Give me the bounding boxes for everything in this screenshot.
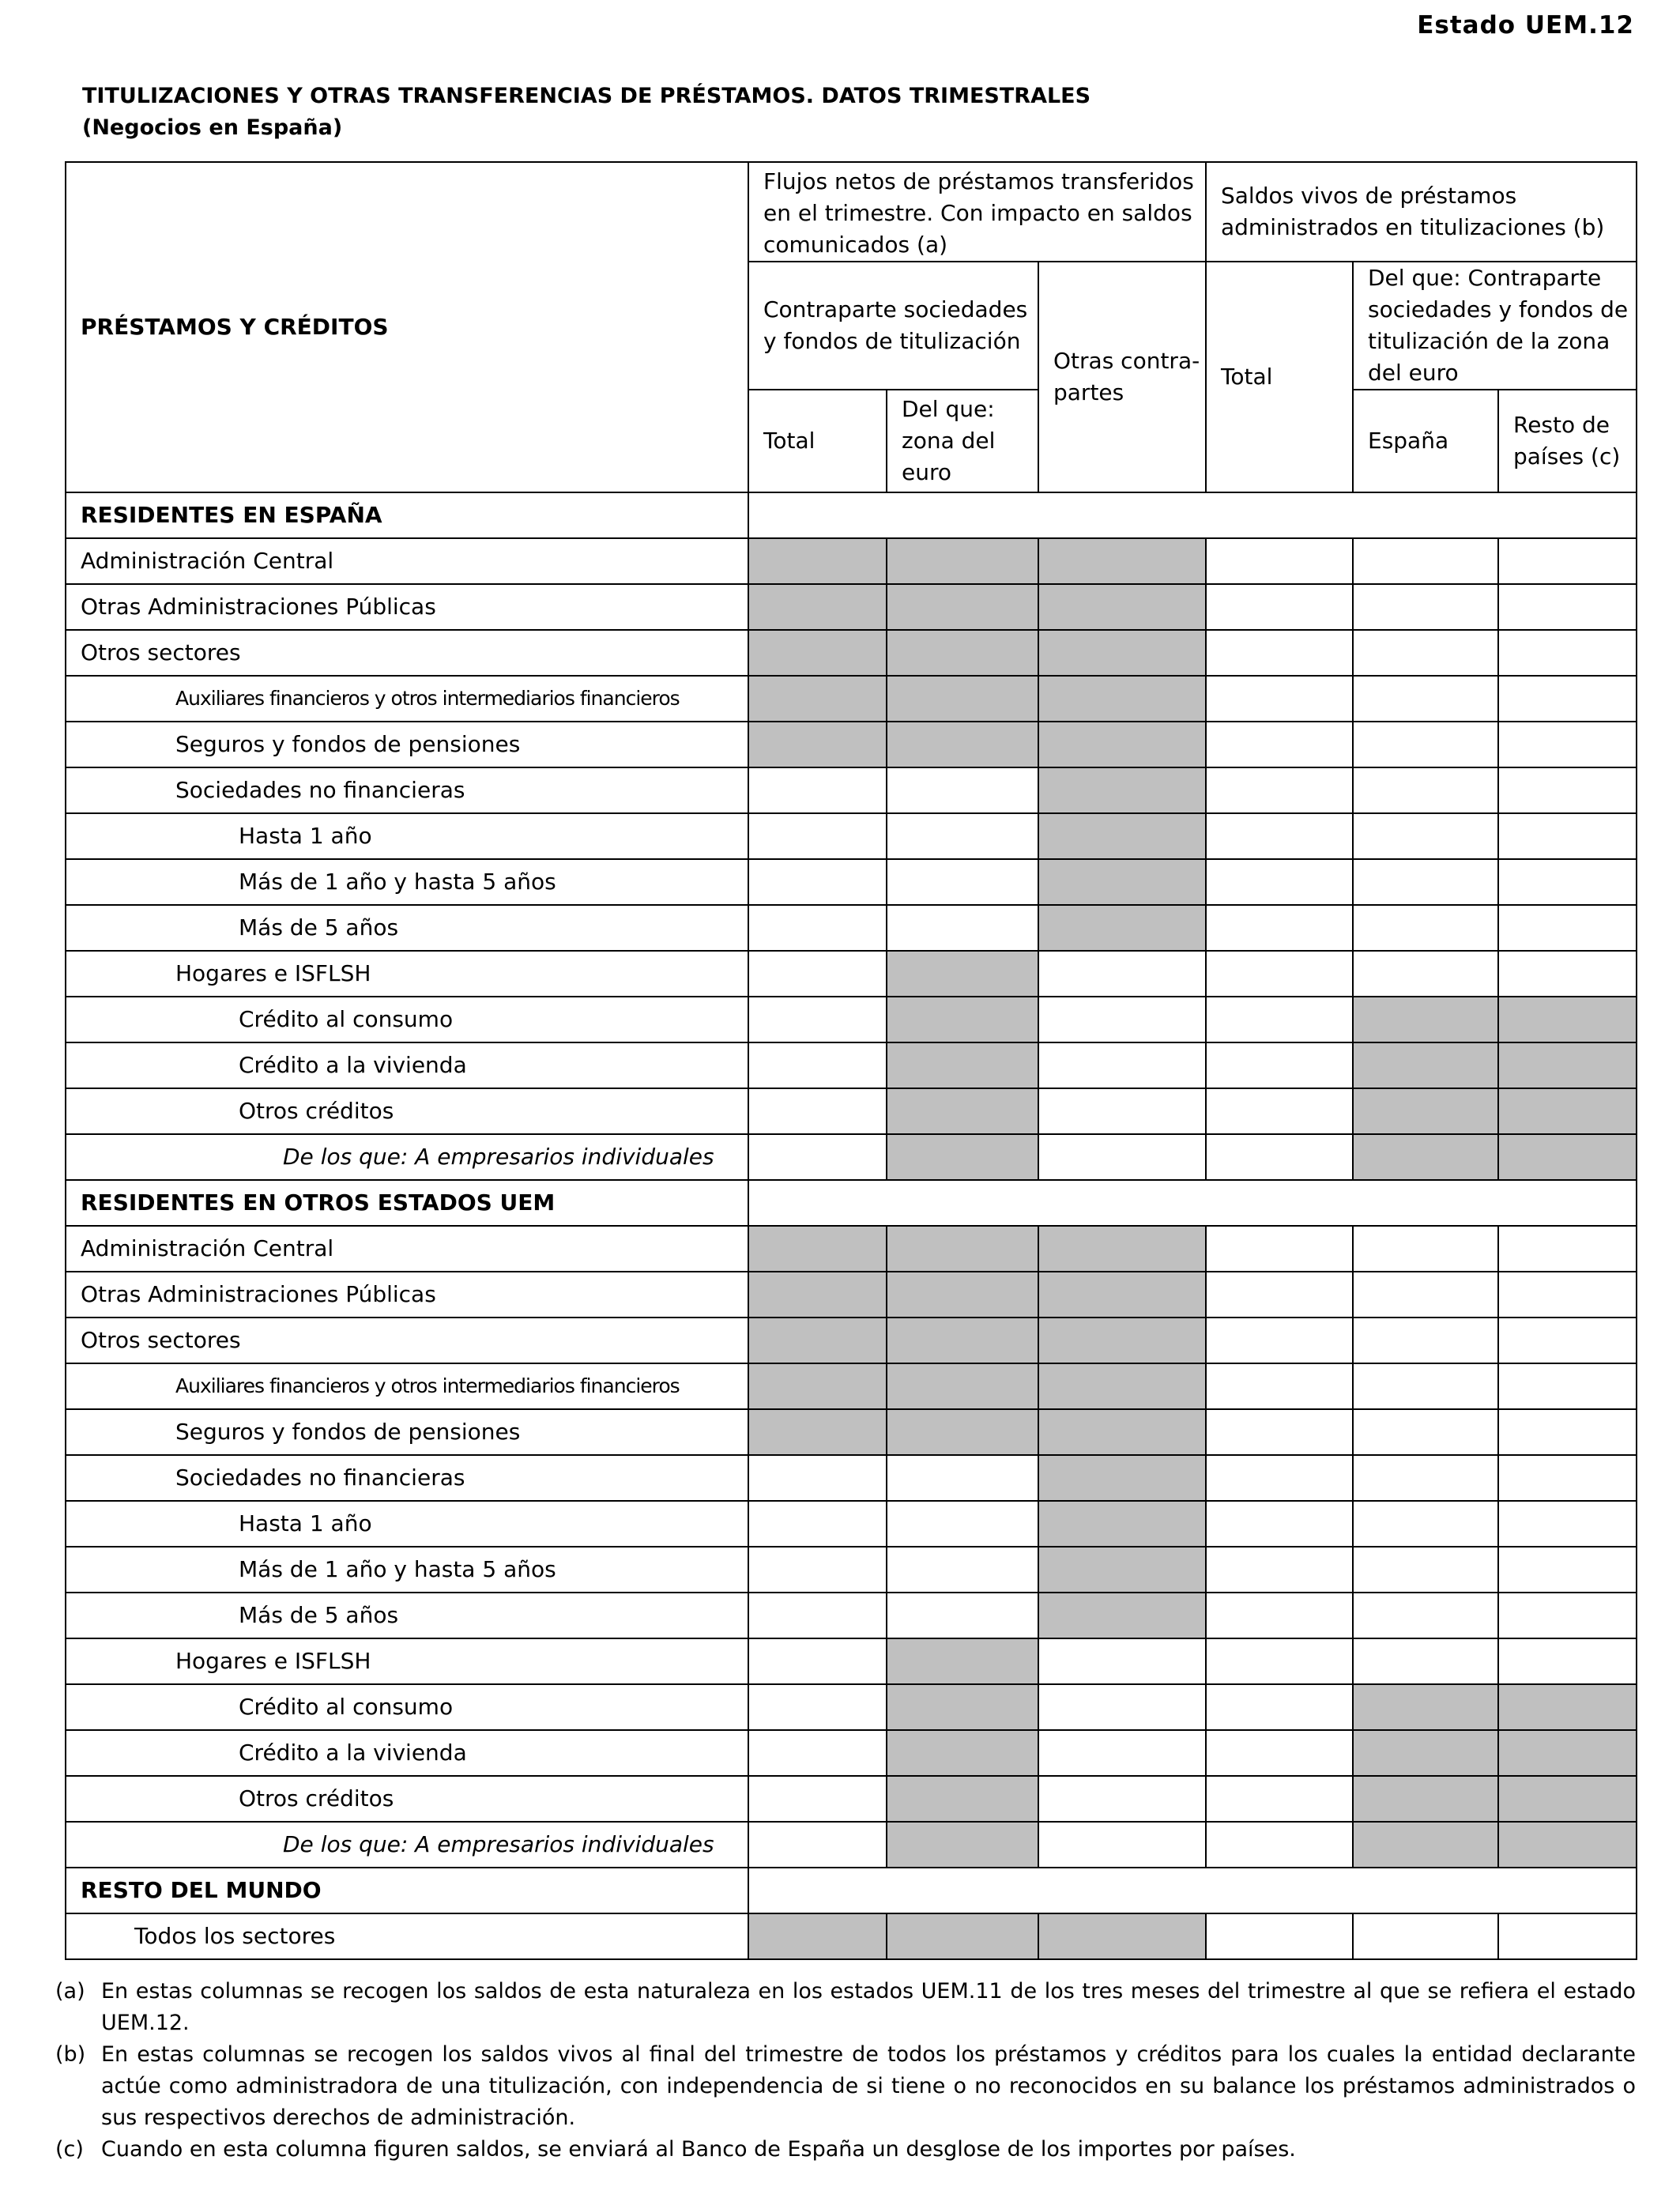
table-row: [66, 767, 1637, 813]
shaded-cell: [748, 538, 887, 584]
header-resto-paises: Resto de países (c): [1498, 390, 1637, 492]
input-cell[interactable]: [1353, 722, 1498, 767]
input-cell[interactable]: [1038, 1776, 1206, 1822]
input-cell[interactable]: [1353, 1363, 1498, 1409]
row-label: Más de 5 años: [66, 1593, 748, 1638]
row-label: Más de 5 años: [66, 905, 748, 951]
footnotes: [55, 1976, 1636, 2166]
shaded-cell: [1038, 1409, 1206, 1455]
shaded-cell: [887, 722, 1038, 767]
footnote: [55, 2039, 1636, 2134]
input-cell[interactable]: [748, 1822, 887, 1868]
input-cell[interactable]: [887, 1593, 1038, 1638]
input-cell[interactable]: [1353, 905, 1498, 951]
row-label: De los que: A empresarios individuales: [66, 1822, 748, 1868]
input-cell[interactable]: [1353, 1318, 1498, 1363]
shaded-cell: [887, 1088, 1038, 1134]
row-label: Más de 1 año y hasta 5 años: [66, 859, 748, 905]
input-cell[interactable]: [1353, 1638, 1498, 1684]
row-label: Sociedades no financieras: [66, 1455, 748, 1501]
input-cell[interactable]: [1206, 813, 1353, 859]
input-cell[interactable]: [1206, 1134, 1353, 1180]
shaded-cell: [887, 951, 1038, 997]
table-row: [66, 630, 1637, 676]
shaded-cell: [887, 630, 1038, 676]
shaded-cell: [748, 1272, 887, 1318]
input-cell[interactable]: [748, 1776, 887, 1822]
input-cell[interactable]: [887, 1547, 1038, 1593]
input-cell[interactable]: [1038, 1730, 1206, 1776]
header-saldos: Saldos vivos de préstamos administrados en titulizaciones (b): [1206, 162, 1637, 262]
page-subtitle: (Negocios en España): [82, 115, 343, 140]
table-row: [66, 1547, 1637, 1593]
input-cell[interactable]: [1206, 905, 1353, 951]
table-row: [66, 538, 1637, 584]
shaded-cell: [1498, 1684, 1637, 1730]
input-cell[interactable]: [748, 1684, 887, 1730]
input-cell[interactable]: [1206, 630, 1353, 676]
input-cell[interactable]: [1498, 1409, 1637, 1455]
input-cell[interactable]: [1353, 813, 1498, 859]
input-cell[interactable]: [1206, 538, 1353, 584]
shaded-cell: [1038, 1547, 1206, 1593]
shaded-cell: [887, 997, 1038, 1042]
shaded-cell: [887, 1134, 1038, 1180]
table-row: [66, 859, 1637, 905]
input-cell[interactable]: [1498, 1547, 1637, 1593]
input-cell[interactable]: [1206, 767, 1353, 813]
input-cell[interactable]: [748, 813, 887, 859]
input-cell[interactable]: [1206, 1088, 1353, 1134]
input-cell[interactable]: [887, 1501, 1038, 1547]
input-cell[interactable]: [1498, 1363, 1637, 1409]
shaded-cell: [887, 1822, 1038, 1868]
row-label: Auxiliares financieros y otros intermediarios financieros: [66, 676, 748, 722]
shaded-cell: [1353, 1822, 1498, 1868]
shaded-cell: [887, 1730, 1038, 1776]
input-cell[interactable]: [1038, 997, 1206, 1042]
shaded-cell: [887, 1776, 1038, 1822]
input-cell[interactable]: [1206, 1547, 1353, 1593]
input-cell[interactable]: [1206, 997, 1353, 1042]
footnote-text: Cuando en esta columna figuren saldos, se enviará al Banco de España un desglose de los importes por países.: [101, 2137, 1296, 2162]
input-cell[interactable]: [1498, 1593, 1637, 1638]
shaded-cell: [748, 1913, 887, 1959]
table-row: [66, 584, 1637, 630]
input-cell[interactable]: [1206, 1501, 1353, 1547]
table-row: [66, 1684, 1637, 1730]
table-row: [66, 905, 1637, 951]
input-cell[interactable]: [1206, 722, 1353, 767]
input-cell[interactable]: [748, 1547, 887, 1593]
shaded-cell: [887, 1363, 1038, 1409]
input-cell[interactable]: [1498, 1501, 1637, 1547]
shaded-cell: [887, 1226, 1038, 1272]
section-blank-cell: [748, 1868, 1637, 1913]
shaded-cell: [1038, 1913, 1206, 1959]
row-label: Otros créditos: [66, 1776, 748, 1822]
shaded-cell: [748, 630, 887, 676]
input-cell[interactable]: [1206, 584, 1353, 630]
header-del-que-contraparte: Del que: Contraparte sociedades y fondos de titulización de la zona del euro: [1353, 262, 1637, 390]
input-cell[interactable]: [1206, 1455, 1353, 1501]
shaded-cell: [1038, 1593, 1206, 1638]
input-cell[interactable]: [1206, 1318, 1353, 1363]
shaded-cell: [1038, 905, 1206, 951]
section-blank-cell: [748, 1180, 1637, 1226]
input-cell[interactable]: [1498, 676, 1637, 722]
shaded-cell: [748, 1226, 887, 1272]
input-cell[interactable]: [887, 905, 1038, 951]
row-label: Hasta 1 año: [66, 813, 748, 859]
input-cell[interactable]: [1206, 1776, 1353, 1822]
row-label: Crédito a la vivienda: [66, 1730, 748, 1776]
input-cell[interactable]: [1353, 1593, 1498, 1638]
shaded-cell: [887, 1638, 1038, 1684]
shaded-cell: [1038, 767, 1206, 813]
shaded-cell: [1038, 1318, 1206, 1363]
footnote-mark: (c): [55, 2137, 84, 2162]
input-cell[interactable]: [1206, 1409, 1353, 1455]
input-cell[interactable]: [1206, 859, 1353, 905]
shaded-cell: [1038, 859, 1206, 905]
shaded-cell: [748, 1318, 887, 1363]
input-cell[interactable]: [748, 905, 887, 951]
input-cell[interactable]: [1498, 1913, 1637, 1959]
table-row: [66, 951, 1637, 997]
input-cell[interactable]: [1038, 1684, 1206, 1730]
shaded-cell: [1353, 1088, 1498, 1134]
shaded-cell: [887, 538, 1038, 584]
input-cell[interactable]: [1353, 584, 1498, 630]
input-cell[interactable]: [1353, 1455, 1498, 1501]
shaded-cell: [1353, 1042, 1498, 1088]
row-label: Otras Administraciones Públicas: [66, 1272, 748, 1318]
input-cell[interactable]: [1353, 951, 1498, 997]
input-cell[interactable]: [748, 1501, 887, 1547]
input-cell[interactable]: [1206, 1913, 1353, 1959]
shaded-cell: [887, 676, 1038, 722]
table-row: [66, 1593, 1637, 1638]
shaded-cell: [1038, 1501, 1206, 1547]
row-header-label: PRÉSTAMOS Y CRÉDITOS: [66, 162, 748, 492]
input-cell[interactable]: [1206, 1226, 1353, 1272]
row-label: Otras Administraciones Públicas: [66, 584, 748, 630]
input-cell[interactable]: [1206, 1363, 1353, 1409]
table-row: [66, 1134, 1637, 1180]
section-title: RESIDENTES EN ESPAÑA: [66, 492, 748, 538]
table-row: [66, 676, 1637, 722]
input-cell[interactable]: [1206, 676, 1353, 722]
row-label: De los que: A empresarios individuales: [66, 1134, 748, 1180]
input-cell[interactable]: [1498, 722, 1637, 767]
input-cell[interactable]: [1498, 1638, 1637, 1684]
row-label: Otros sectores: [66, 630, 748, 676]
section-row: [66, 1180, 1637, 1226]
row-label: Crédito al consumo: [66, 1684, 748, 1730]
input-cell[interactable]: [1498, 767, 1637, 813]
shaded-cell: [1038, 1272, 1206, 1318]
input-cell[interactable]: [1498, 538, 1637, 584]
input-cell[interactable]: [1498, 905, 1637, 951]
shaded-cell: [1038, 630, 1206, 676]
row-label: Otros sectores: [66, 1318, 748, 1363]
section-row: [66, 1868, 1637, 1913]
row-label: Seguros y fondos de pensiones: [66, 722, 748, 767]
table-row: [66, 1363, 1637, 1409]
section-title: RESIDENTES EN OTROS ESTADOS UEM: [66, 1180, 748, 1226]
shaded-cell: [887, 1684, 1038, 1730]
shaded-cell: [1498, 1776, 1637, 1822]
input-cell[interactable]: [887, 859, 1038, 905]
footnote-mark: (a): [55, 1979, 85, 2004]
row-label: Administración Central: [66, 1226, 748, 1272]
shaded-cell: [1498, 1042, 1637, 1088]
shaded-cell: [887, 584, 1038, 630]
section-title: RESTO DEL MUNDO: [66, 1868, 748, 1913]
shaded-cell: [748, 584, 887, 630]
table-row: [66, 813, 1637, 859]
footnote-mark: (b): [55, 2042, 86, 2067]
shaded-cell: [887, 1042, 1038, 1088]
input-cell[interactable]: [1353, 1501, 1498, 1547]
input-cell[interactable]: [748, 1730, 887, 1776]
input-cell[interactable]: [1498, 1318, 1637, 1363]
header-del-que-zona-euro: Del que: zona del euro: [887, 390, 1038, 492]
input-cell[interactable]: [1206, 1822, 1353, 1868]
shaded-cell: [1353, 1134, 1498, 1180]
table-row: [66, 1730, 1637, 1776]
shaded-cell: [1038, 676, 1206, 722]
input-cell[interactable]: [887, 813, 1038, 859]
input-cell[interactable]: [748, 1042, 887, 1088]
table-row: [66, 1409, 1637, 1455]
input-cell[interactable]: [1206, 1684, 1353, 1730]
shaded-cell: [1038, 722, 1206, 767]
loans-table: [65, 161, 1637, 1960]
header-otras-contrapartes: Otras contra-partes: [1038, 262, 1206, 492]
shaded-cell: [1038, 1363, 1206, 1409]
shaded-cell: [1038, 584, 1206, 630]
footnote-text: En estas columnas se recogen los saldos vivos al final del trimestre de todos los préstamos y créditos para los cuales la entidad declarante actúe como administradora de una titulización, con independencia de si tiene o no reconocidos en su balance los préstamos administrados o sus respectivos derechos de administración.: [101, 2042, 1636, 2130]
input-cell[interactable]: [748, 1134, 887, 1180]
input-cell[interactable]: [748, 1088, 887, 1134]
input-cell[interactable]: [1353, 1409, 1498, 1455]
row-label: Auxiliares financieros y otros intermediarios financieros: [66, 1363, 748, 1409]
table-row: [66, 1501, 1637, 1547]
section-row: [66, 492, 1637, 538]
input-cell[interactable]: [1498, 630, 1637, 676]
shaded-cell: [1353, 1730, 1498, 1776]
row-label: Todos los sectores: [66, 1913, 748, 1959]
input-cell[interactable]: [1038, 951, 1206, 997]
input-cell[interactable]: [1498, 1272, 1637, 1318]
input-cell[interactable]: [1498, 1226, 1637, 1272]
input-cell[interactable]: [1038, 1638, 1206, 1684]
shaded-cell: [1038, 1455, 1206, 1501]
header-flujos: Flujos netos de préstamos transferidos en el trimestre. Con impacto en saldos comunicados (a): [748, 162, 1206, 262]
page-title: TITULIZACIONES Y OTRAS TRANSFERENCIAS DE PRÉSTAMOS. DATOS TRIMESTRALES: [82, 84, 1091, 108]
table-row: [66, 1455, 1637, 1501]
header-espana: España: [1353, 390, 1498, 492]
input-cell[interactable]: [748, 951, 887, 997]
input-cell[interactable]: [1206, 1272, 1353, 1318]
input-cell[interactable]: [1353, 1913, 1498, 1959]
row-label: Crédito a la vivienda: [66, 1042, 748, 1088]
table-row: [66, 1638, 1637, 1684]
shaded-cell: [1038, 1226, 1206, 1272]
state-code: Estado UEM.12: [1417, 11, 1634, 40]
table-row: [66, 1318, 1637, 1363]
input-cell[interactable]: [748, 859, 887, 905]
shaded-cell: [887, 1409, 1038, 1455]
shaded-cell: [1498, 1822, 1637, 1868]
table-row: [66, 1272, 1637, 1318]
shaded-cell: [1038, 538, 1206, 584]
input-cell[interactable]: [748, 1593, 887, 1638]
row-label: Hogares e ISFLSH: [66, 951, 748, 997]
shaded-cell: [748, 1409, 887, 1455]
input-cell[interactable]: [1498, 584, 1637, 630]
table-row: [66, 1042, 1637, 1088]
input-cell[interactable]: [748, 1455, 887, 1501]
input-cell[interactable]: [1038, 1088, 1206, 1134]
row-label: Administración Central: [66, 538, 748, 584]
shaded-cell: [1498, 997, 1637, 1042]
input-cell[interactable]: [1353, 767, 1498, 813]
input-cell[interactable]: [748, 767, 887, 813]
shaded-cell: [1498, 1730, 1637, 1776]
input-cell[interactable]: [1206, 1638, 1353, 1684]
shaded-cell: [1498, 1134, 1637, 1180]
row-label: Hasta 1 año: [66, 1501, 748, 1547]
input-cell[interactable]: [887, 767, 1038, 813]
row-label: Otros créditos: [66, 1088, 748, 1134]
input-cell[interactable]: [1353, 1226, 1498, 1272]
input-cell[interactable]: [1038, 1042, 1206, 1088]
shaded-cell: [1353, 997, 1498, 1042]
footnote-text: En estas columnas se recogen los saldos de esta naturaleza en los estados UEM.11 de los tres meses del trimestre al que se refiera el estado UEM.12.: [101, 1979, 1636, 2035]
input-cell[interactable]: [1353, 859, 1498, 905]
row-label: Más de 1 año y hasta 5 años: [66, 1547, 748, 1593]
input-cell[interactable]: [1353, 1272, 1498, 1318]
input-cell[interactable]: [1206, 1730, 1353, 1776]
input-cell[interactable]: [1498, 859, 1637, 905]
table-row: [66, 1776, 1637, 1822]
header-total-saldos: Total: [1206, 262, 1353, 492]
shaded-cell: [748, 676, 887, 722]
table-row: [66, 997, 1637, 1042]
table-row: [66, 1913, 1637, 1959]
input-cell[interactable]: [1206, 951, 1353, 997]
table-row: [66, 1822, 1637, 1868]
shaded-cell: [1353, 1776, 1498, 1822]
row-label: Seguros y fondos de pensiones: [66, 1409, 748, 1455]
input-cell[interactable]: [1498, 813, 1637, 859]
input-cell[interactable]: [1353, 538, 1498, 584]
shaded-cell: [887, 1913, 1038, 1959]
row-label: Sociedades no financieras: [66, 767, 748, 813]
input-cell[interactable]: [1038, 1822, 1206, 1868]
table-row: [66, 722, 1637, 767]
table-row: [66, 1226, 1637, 1272]
input-cell[interactable]: [748, 1638, 887, 1684]
header-total: Total: [748, 390, 887, 492]
input-cell[interactable]: [1353, 630, 1498, 676]
input-cell[interactable]: [1206, 1042, 1353, 1088]
input-cell[interactable]: [1038, 1134, 1206, 1180]
shaded-cell: [1353, 1684, 1498, 1730]
input-cell[interactable]: [1206, 1593, 1353, 1638]
input-cell[interactable]: [1498, 951, 1637, 997]
input-cell[interactable]: [1353, 676, 1498, 722]
shaded-cell: [887, 1318, 1038, 1363]
row-label: Crédito al consumo: [66, 997, 748, 1042]
shaded-cell: [1038, 813, 1206, 859]
footnote: [55, 1976, 1636, 2039]
input-cell[interactable]: [1498, 1455, 1637, 1501]
shaded-cell: [748, 1363, 887, 1409]
section-blank-cell: [748, 492, 1637, 538]
input-cell[interactable]: [1353, 1547, 1498, 1593]
header-contraparte: Contraparte sociedades y fondos de titulización: [748, 262, 1038, 390]
shaded-cell: [1498, 1088, 1637, 1134]
footnote: [55, 2134, 1636, 2166]
table-row: [66, 1088, 1637, 1134]
shaded-cell: [887, 1272, 1038, 1318]
input-cell[interactable]: [748, 997, 887, 1042]
input-cell[interactable]: [887, 1455, 1038, 1501]
shaded-cell: [748, 722, 887, 767]
row-label: Hogares e ISFLSH: [66, 1638, 748, 1684]
